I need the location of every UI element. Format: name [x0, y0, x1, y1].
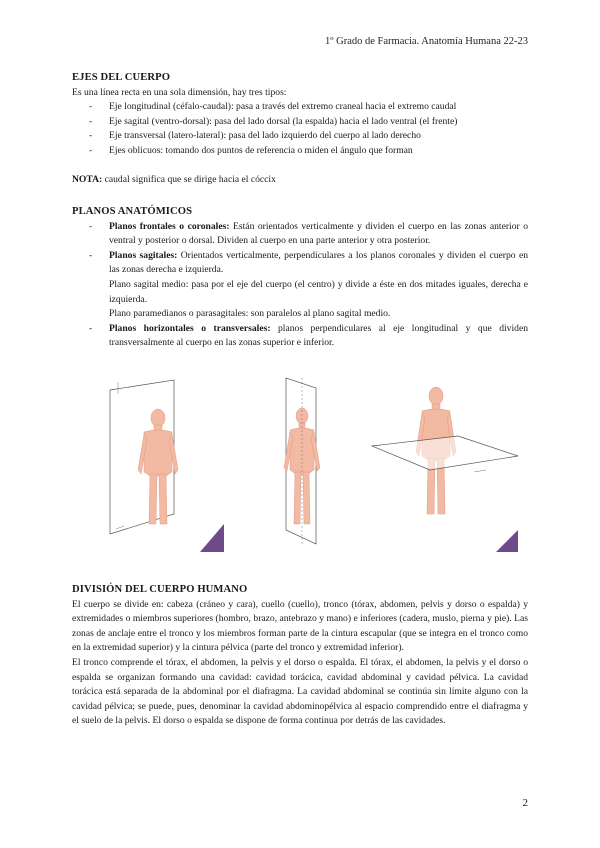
- section-title-ejes: EJES DEL CUERPO: [72, 72, 171, 83]
- anatomical-planes-figures: [96, 374, 520, 552]
- section-title-planos: PLANOS ANATÓMICOS: [72, 206, 193, 217]
- note-text: caudal significa que se dirige hacia el cóccix: [102, 173, 276, 185]
- sagittal-plane-figure: [246, 374, 376, 552]
- section-planos: [72, 205, 528, 351]
- list-item: - Eje transversal (latero-lateral): pasa del lado izquierdo del cuerpo al lado derecho: [72, 129, 528, 144]
- list-item: - Ejes oblicuos: tomando dos puntos de referencia o miden el ángulo que forman: [72, 144, 528, 159]
- section-division: [72, 583, 528, 729]
- parasagitales: Plano paramedianos o parasagitales: son paralelos al plano sagital medio.: [109, 308, 391, 320]
- list-item-sagitales: - Planos sagitales: Orientados verticalmente, perpendiculares a los planos coronales y dividen el cuerpo en las zonas derecha e izquierda. Plano sagital medio: pasa por el eje del cuerpo (el centro) y divide a éste en dos mitades iguales, derecha e izquierda. Plano paramedianos o parasagitales: son paralelos al plano sagital medio.: [72, 249, 528, 322]
- list-item: - Eje longitudinal (céfalo-caudal): pasa a través del extremo craneal hacia el extremo caudal: [72, 100, 528, 115]
- ejes-list: [72, 100, 528, 158]
- planos-list: [72, 220, 528, 351]
- note-label: NOTA:: [72, 173, 103, 185]
- ejes-note: [72, 173, 528, 188]
- page-number: 2: [522, 797, 528, 809]
- term-horizontales: Planos horizontales o transversales:: [109, 322, 271, 334]
- section-title-division: DIVISIÓN DEL CUERPO HUMANO: [72, 584, 248, 595]
- human-figure-front: [138, 409, 178, 524]
- transverse-plane: [372, 436, 518, 470]
- decorative-corner: [496, 530, 518, 552]
- page-header: 1º Grado de Farmacia. Anatomía Humana 22-23: [325, 36, 528, 47]
- list-item: - Eje sagital (ventro-dorsal): pasa del lado dorsal (la espalda) hacia el lado ventral (el frente): [72, 115, 528, 130]
- division-paragraph-1: El cuerpo se divide en: cabeza (cráneo y cara), cuello (cuello), tronco (tórax, abdomen, pelvis y dorso o espalda) y extremidades o miembros superiores (hombro, brazo, antebrazo y mano) e inferiores (cadera, muslo, pierna y pie). Las zonas de anclaje entre el tronco y los miembros forman parte de la cintura escapular (que se integra en el tronco como en la extremidad superior) y la cintura pélvica (parte del tronco y extremidad inferior).: [72, 598, 528, 654]
- ejes-intro: Es una línea recta en una sola dimensión, hay tres tipos:: [72, 86, 287, 98]
- term-frontales: Planos frontales o coronales:: [109, 220, 230, 232]
- term-sagitales: Planos sagitales:: [109, 249, 178, 261]
- transverse-plane-figure: [370, 374, 520, 552]
- list-item-horizontales: - Planos horizontales o transversales: planos perpendiculares al eje longitudinal y que dividen transversalmente al cuerpo en las zonas superior e inferior.: [72, 322, 528, 351]
- decorative-corner: [200, 524, 224, 552]
- sagital-medio: Plano sagital medio: pasa por el eje del cuerpo (el centro) y divide a éste en dos mitades iguales, derecha e izquierda.: [109, 278, 528, 305]
- section-ejes: [72, 71, 528, 187]
- list-item-frontales: - Planos frontales o coronales: Están orientados verticalmente y dividen el cuerpo en las zonas anterior o ventral y posterior o dorsal. Dividen al cuerpo en una parte anterior y otra posterior.: [72, 220, 528, 249]
- frontal-plane-figure: [96, 374, 226, 552]
- division-paragraph-2: El tronco comprende el tórax, el abdomen, la pelvis y el dorso o espalda. El tórax, el abdomen, la pelvis y el dorso o espalda se organizan formando una cavidad: cavidad torácica, cavidad abdominal y cavidad pélvica. La cavidad torácica está separada de la abdominal por el diafragma. La cavidad abdominal se continúa sin límite alguno con la cavidad pélvica; se puede, pues, denominar la cavidad abdominopélvica al espacio comprendido entre el diafragma y el suelo de la pelvis. El dorso o espalda se dispone de forma continua por detrás de las cavidades.: [72, 656, 528, 727]
